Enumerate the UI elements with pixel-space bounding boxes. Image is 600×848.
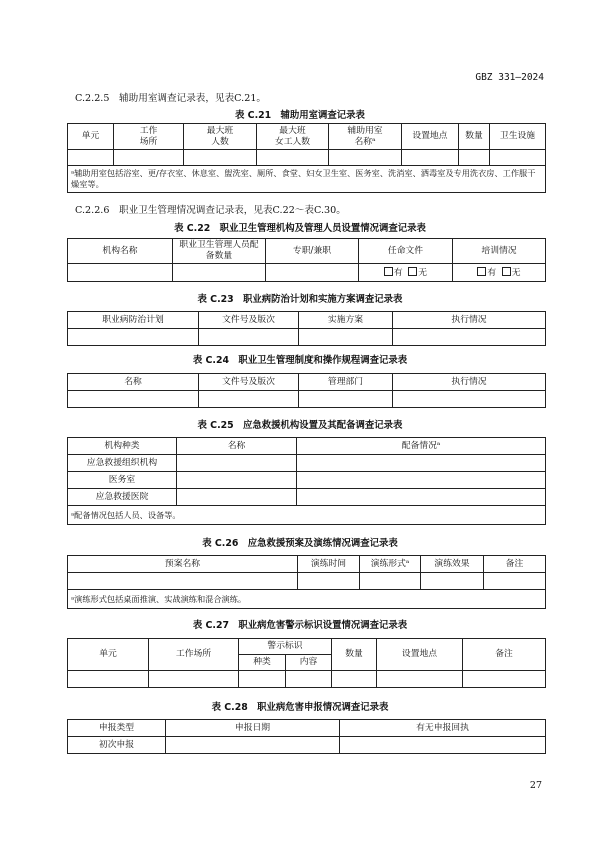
header-cell: 数量: [459, 124, 490, 150]
header-cell: 演练时间: [298, 556, 360, 573]
table-c24: [67, 373, 546, 408]
empty-cell: [286, 671, 332, 688]
empty-cell: [298, 573, 360, 590]
header-cell: 申报日期: [166, 720, 340, 737]
empty-cell: [68, 391, 199, 408]
header-cell: 职业病防治计划: [68, 312, 199, 329]
header-cell: 单元: [68, 124, 114, 150]
subheader-cell: 内容: [286, 655, 332, 671]
table-c27-caption: 表 C.27 职业病危害警示标识设置情况调查记录表: [192, 620, 408, 631]
header-cell: 设置地点: [377, 639, 463, 671]
empty-cell: [299, 391, 393, 408]
header-cell: 文件号及版次: [199, 374, 299, 391]
empty-cell: [402, 150, 459, 166]
empty-cell: [68, 329, 199, 346]
header-cell: 申报类型: [68, 720, 166, 737]
page-number: 27: [529, 780, 542, 791]
empty-cell: [149, 671, 239, 688]
empty-cell: [463, 671, 546, 688]
header-cell: 任命文件: [359, 239, 453, 264]
header-cell: 机构种类: [68, 438, 177, 455]
empty-cell: [199, 391, 299, 408]
header-cell: 机构名称: [68, 239, 173, 264]
table-c25: [67, 437, 546, 525]
header-cell: 配备情况ᵃ: [297, 438, 546, 455]
checkbox-cell: [359, 264, 453, 282]
header-cell: 名称: [68, 374, 199, 391]
table-c28: [67, 719, 546, 754]
section-c226: C.2.2.6 职业卫生管理情况调查记录表，见表C.22～表C.30。: [75, 205, 346, 216]
section-c225: C.2.2.5 辅助用室调查记录表，见表C.21。: [75, 93, 267, 104]
header-cell: 备注: [484, 556, 546, 573]
checkbox[interactable]: [477, 267, 486, 276]
table-footnote: ᵃ演练形式包括桌面推演、实战演练和混合演练。: [68, 590, 546, 609]
table-c22: [67, 238, 546, 282]
empty-cell: [393, 329, 546, 346]
header-cell: 名称: [177, 438, 297, 455]
header-cell: 数量: [332, 639, 377, 671]
table-c23-caption: 表 C.23 职业病防治计划和实施方案调查记录表: [197, 294, 403, 305]
header-cell: 卫生设施: [490, 124, 546, 150]
header-cell: 实施方案: [299, 312, 393, 329]
table-c25-caption: 表 C.25 应急救援机构设置及其配备调查记录表: [197, 420, 403, 431]
table-c28-caption: 表 C.28 职业病危害申报情况调查记录表: [211, 702, 389, 713]
subheader-cell: 种类: [239, 655, 286, 671]
empty-cell: [68, 573, 298, 590]
checkbox-label: 无: [511, 267, 521, 278]
empty-cell: [421, 573, 484, 590]
empty-cell: [459, 150, 490, 166]
empty-cell: [68, 671, 149, 688]
header-cell: 最大班 人数: [184, 124, 257, 150]
empty-cell: [68, 150, 114, 166]
empty-cell: [360, 573, 421, 590]
checkbox-label: 无: [418, 267, 428, 278]
empty-cell: [340, 737, 546, 754]
empty-cell: [173, 264, 266, 282]
empty-cell: [184, 150, 257, 166]
empty-cell: [377, 671, 463, 688]
empty-cell: [332, 671, 377, 688]
header-cell: 预案名称: [68, 556, 298, 573]
table-c24-caption: 表 C.24 职业卫生管理制度和操作规程调查记录表: [192, 355, 408, 366]
checkbox-label: 有: [393, 267, 403, 278]
header-cell: 设置地点: [402, 124, 459, 150]
empty-cell: [393, 391, 546, 408]
header-cell: 演练效果: [421, 556, 484, 573]
empty-cell: [68, 264, 173, 282]
standard-code: GBZ 331—2024: [475, 72, 544, 83]
empty-cell: [484, 573, 546, 590]
empty-cell: [257, 150, 329, 166]
table-footnote: ᵃ辅助用室包括浴室、更/存衣室、休息室、盥洗室、厕所、食堂、妇女卫生室、医务室、洗消室、洒毒室及专用洗衣房、工作服干燥室等。: [68, 166, 546, 193]
header-cell: 执行情况: [393, 312, 546, 329]
header-cell: 培训情况: [453, 239, 546, 264]
header-cell: 执行情况: [393, 374, 546, 391]
empty-cell: [297, 472, 546, 489]
checkbox[interactable]: [502, 267, 511, 276]
table-c26: [67, 555, 546, 609]
table-c21: [67, 123, 546, 193]
row-label: 应急救援医院: [68, 489, 177, 506]
header-cell: 最大班 女工人数: [257, 124, 329, 150]
table-c21-caption: 表 C.21 辅助用室调查记录表: [235, 110, 365, 121]
empty-cell: [299, 329, 393, 346]
table-c26-caption: 表 C.26 应急救援预案及演练情况调查记录表: [202, 538, 398, 549]
row-label: 应急救援组织机构: [68, 455, 177, 472]
header-cell: 文件号及版次: [199, 312, 299, 329]
empty-cell: [114, 150, 184, 166]
row-label: 医务室: [68, 472, 177, 489]
empty-cell: [297, 489, 546, 506]
empty-cell: [199, 329, 299, 346]
header-cell: 工作场所: [149, 639, 239, 671]
header-cell: 工作 场所: [114, 124, 184, 150]
empty-cell: [177, 472, 297, 489]
header-cell: 职业卫生管理人员配 备数量: [173, 239, 266, 264]
empty-cell: [239, 671, 286, 688]
header-cell: 单元: [68, 639, 149, 671]
empty-cell: [329, 150, 402, 166]
header-cell: 有无申报回执: [340, 720, 546, 737]
header-cell: 专职/兼职: [266, 239, 359, 264]
row-label: 初次申报: [68, 737, 166, 754]
empty-cell: [177, 455, 297, 472]
header-cell: 管理部门: [299, 374, 393, 391]
checkbox-label: 有: [487, 267, 497, 278]
header-cell: 备注: [463, 639, 546, 671]
header-cell: 辅助用室 名称ᵃ: [329, 124, 402, 150]
empty-cell: [266, 264, 359, 282]
table-footnote: ᵃ配备情况包括人员、设备等。: [68, 506, 546, 525]
header-cell: 警示标识: [239, 639, 332, 655]
empty-cell: [166, 737, 340, 754]
header-cell: 演练形式ᵃ: [360, 556, 421, 573]
table-c23: [67, 311, 546, 346]
table-c27: [67, 638, 546, 688]
table-c22-caption: 表 C.22 职业卫生管理机构及管理人员设置情况调查记录表: [174, 223, 426, 234]
empty-cell: [297, 455, 546, 472]
checkbox[interactable]: [408, 267, 417, 276]
empty-cell: [490, 150, 546, 166]
checkbox[interactable]: [384, 267, 393, 276]
checkbox-cell: [453, 264, 546, 282]
empty-cell: [177, 489, 297, 506]
